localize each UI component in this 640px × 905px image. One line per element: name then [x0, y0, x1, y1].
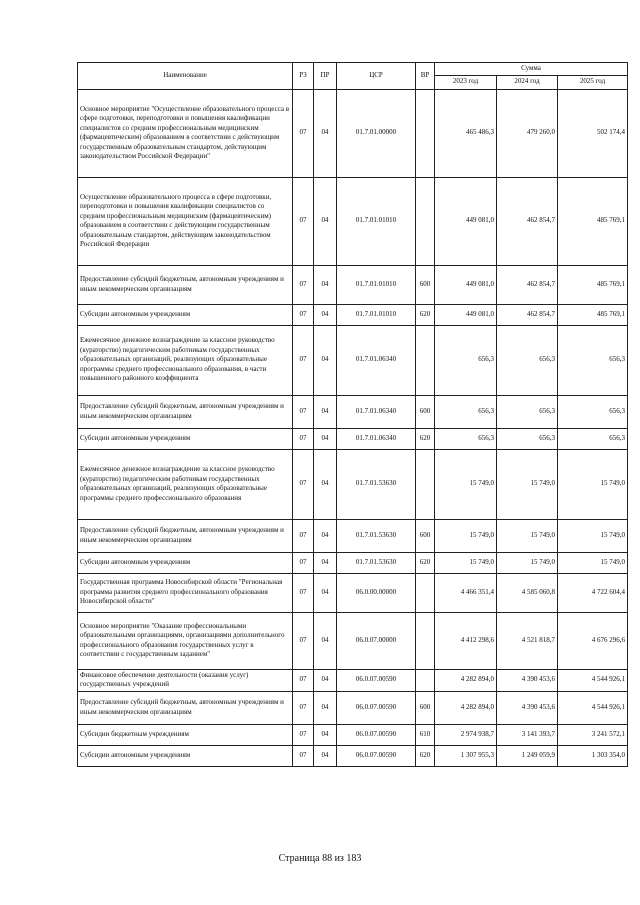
row-vr: 600	[416, 691, 435, 724]
row-amount-2025: 656,3	[558, 395, 628, 428]
row-amount-2024: 462 854,7	[497, 177, 558, 265]
header-year-2025: 2025 год	[558, 75, 628, 89]
row-amount-2023: 1 307 955,3	[435, 745, 497, 766]
row-amount-2025: 485 769,1	[558, 304, 628, 325]
row-vr: 620	[416, 304, 435, 325]
row-csr: 01.7.01.06340	[337, 428, 416, 449]
table-row	[78, 745, 628, 766]
header-vr: ВР	[416, 63, 435, 90]
row-amount-2024: 4 585 060,8	[497, 573, 558, 612]
row-amount-2024: 479 260,0	[497, 89, 558, 177]
row-csr: 01.7.01.53630	[337, 552, 416, 573]
row-amount-2023: 4 466 351,4	[435, 573, 497, 612]
row-amount-2023: 15 749,0	[435, 449, 497, 519]
row-csr: 01.7.01.01010	[337, 177, 416, 265]
row-vr	[416, 573, 435, 612]
row-csr: 06.0.00.00000	[337, 573, 416, 612]
row-vr: 620	[416, 552, 435, 573]
table-row	[78, 573, 628, 612]
row-csr: 01.7.01.53630	[337, 449, 416, 519]
row-pr: 04	[314, 265, 337, 304]
row-amount-2023: 4 282 894,0	[435, 691, 497, 724]
row-vr: 620	[416, 428, 435, 449]
row-pr: 04	[314, 724, 337, 745]
row-amount-2024: 4 390 453,6	[497, 691, 558, 724]
row-amount-2023: 2 974 938,7	[435, 724, 497, 745]
row-pr: 04	[314, 669, 337, 691]
row-amount-2025: 4 544 926,1	[558, 691, 628, 724]
row-pr: 04	[314, 552, 337, 573]
header-name: Наименование	[78, 63, 293, 90]
table-body	[78, 89, 628, 766]
row-csr: 06.0.07.00590	[337, 745, 416, 766]
row-pr: 04	[314, 449, 337, 519]
row-amount-2023: 656,3	[435, 428, 497, 449]
row-rz: 07	[293, 428, 314, 449]
row-pr: 04	[314, 304, 337, 325]
row-csr: 06.0.07.00590	[337, 691, 416, 724]
row-name: Субсидии автономным учреждениям	[78, 428, 293, 449]
row-name: Субсидии автономным учреждениям	[78, 304, 293, 325]
header-csr: ЦСР	[337, 63, 416, 90]
table-row	[78, 325, 628, 395]
row-pr: 04	[314, 428, 337, 449]
row-rz: 07	[293, 177, 314, 265]
row-name: Субсидии бюджетным учреждениям	[78, 724, 293, 745]
row-rz: 07	[293, 669, 314, 691]
row-amount-2023: 656,3	[435, 325, 497, 395]
row-pr: 04	[314, 89, 337, 177]
row-name: Предоставление субсидий бюджетным, автономным учреждениям и иным некоммерческим организациям	[78, 519, 293, 552]
row-amount-2024: 462 854,7	[497, 304, 558, 325]
row-amount-2024: 656,3	[497, 395, 558, 428]
table-row	[78, 265, 628, 304]
row-pr: 04	[314, 325, 337, 395]
row-name: Основное мероприятие "Оказание профессиональными образовательными организациями, организациями дополнительного профессионального образования государственных услуг в соответствии с государственным заданием"	[78, 612, 293, 669]
row-pr: 04	[314, 745, 337, 766]
row-name: Субсидии автономным учреждениям	[78, 745, 293, 766]
row-amount-2023: 15 749,0	[435, 552, 497, 573]
row-amount-2024: 1 249 059,9	[497, 745, 558, 766]
table-row	[78, 395, 628, 428]
row-amount-2025: 502 174,4	[558, 89, 628, 177]
row-amount-2025: 1 303 354,0	[558, 745, 628, 766]
row-vr	[416, 449, 435, 519]
header-pr: ПР	[314, 63, 337, 90]
table-row	[78, 612, 628, 669]
row-amount-2025: 3 241 572,1	[558, 724, 628, 745]
row-amount-2025: 4 722 604,4	[558, 573, 628, 612]
row-name: Государственная программа Новосибирской области "Региональная программа развития среднего профессионального образования Новосибирской области"	[78, 573, 293, 612]
row-vr	[416, 325, 435, 395]
row-vr: 600	[416, 265, 435, 304]
row-name: Субсидии автономным учреждениям	[78, 552, 293, 573]
row-amount-2025: 15 749,0	[558, 519, 628, 552]
header-rz: РЗ	[293, 63, 314, 90]
row-amount-2024: 656,3	[497, 325, 558, 395]
row-vr: 610	[416, 724, 435, 745]
row-amount-2023: 15 749,0	[435, 519, 497, 552]
row-csr: 06.0.07.00590	[337, 669, 416, 691]
row-rz: 07	[293, 745, 314, 766]
row-name: Предоставление субсидий бюджетным, автономным учреждениям и иным некоммерческим организациям	[78, 691, 293, 724]
row-name: Финансовое обеспечение деятельности (оказания услуг) государственных учреждений	[78, 669, 293, 691]
row-vr: 620	[416, 745, 435, 766]
header-year-2023: 2023 год	[435, 75, 497, 89]
row-csr: 06.0.07.00590	[337, 724, 416, 745]
header-year-2024: 2024 год	[497, 75, 558, 89]
row-amount-2025: 15 749,0	[558, 552, 628, 573]
row-csr: 06.0.07.00000	[337, 612, 416, 669]
table-row	[78, 552, 628, 573]
row-amount-2023: 4 412 298,6	[435, 612, 497, 669]
table-row	[78, 177, 628, 265]
row-amount-2023: 465 486,3	[435, 89, 497, 177]
row-csr: 01.7.01.01010	[337, 265, 416, 304]
table-row	[78, 519, 628, 552]
row-vr: 600	[416, 519, 435, 552]
row-amount-2024: 15 749,0	[497, 552, 558, 573]
row-vr	[416, 89, 435, 177]
row-amount-2023: 449 081,0	[435, 265, 497, 304]
row-csr: 01.7.01.00000	[337, 89, 416, 177]
row-csr: 01.7.01.53630	[337, 519, 416, 552]
row-vr: 600	[416, 395, 435, 428]
row-name: Предоставление субсидий бюджетным, автономным учреждениям и иным некоммерческим организациям	[78, 395, 293, 428]
table-row	[78, 89, 628, 177]
row-amount-2025: 656,3	[558, 325, 628, 395]
row-amount-2024: 15 749,0	[497, 449, 558, 519]
row-amount-2025: 656,3	[558, 428, 628, 449]
row-csr: 01.7.01.06340	[337, 325, 416, 395]
row-amount-2024: 656,3	[497, 428, 558, 449]
row-amount-2025: 485 769,1	[558, 177, 628, 265]
row-name: Предоставление субсидий бюджетным, автономным учреждениям и иным некоммерческим организациям	[78, 265, 293, 304]
row-rz: 07	[293, 612, 314, 669]
row-amount-2023: 4 282 894,0	[435, 669, 497, 691]
row-amount-2024: 3 141 393,7	[497, 724, 558, 745]
table-row	[78, 669, 628, 691]
table-row	[78, 449, 628, 519]
row-pr: 04	[314, 612, 337, 669]
table-row	[78, 304, 628, 325]
row-amount-2025: 485 769,1	[558, 265, 628, 304]
row-amount-2024: 462 854,7	[497, 265, 558, 304]
row-rz: 07	[293, 573, 314, 612]
row-name: Основное мероприятие "Осуществление образовательного процесса в сфере подготовки, переподготовки и повышения квалификации специалистов со средним профессиональным медицинским (фармацевтическим) образованием в соответствии с действующим государственным образовательным стандартом, действующим законодательством Российской Федерации"	[78, 89, 293, 177]
row-csr: 01.7.01.01010	[337, 304, 416, 325]
row-rz: 07	[293, 89, 314, 177]
row-rz: 07	[293, 325, 314, 395]
row-name: Ежемесячное денежное вознаграждение за классное руководство (кураторство) педагогическим работникам государственных образовательных организаций, реализующих образовательные программы среднего профессионального образования, в части повышенного районного коэффициента	[78, 325, 293, 395]
row-rz: 07	[293, 724, 314, 745]
table-row	[78, 428, 628, 449]
row-pr: 04	[314, 395, 337, 428]
row-amount-2024: 4 521 818,7	[497, 612, 558, 669]
row-amount-2024: 4 390 453,6	[497, 669, 558, 691]
row-amount-2024: 15 749,0	[497, 519, 558, 552]
row-csr: 01.7.01.06340	[337, 395, 416, 428]
row-name: Ежемесячное денежное вознаграждение за классное руководство (кураторство) педагогическим работникам государственных образовательных организаций, реализующих образовательные программы среднего профессионального образования	[78, 449, 293, 519]
budget-table	[77, 62, 628, 767]
page-number: Страница 88 из 183	[278, 853, 362, 864]
row-amount-2025: 4 676 296,6	[558, 612, 628, 669]
row-amount-2023: 449 081,0	[435, 304, 497, 325]
table-row	[78, 691, 628, 724]
row-vr	[416, 177, 435, 265]
row-rz: 07	[293, 395, 314, 428]
row-rz: 07	[293, 519, 314, 552]
row-rz: 07	[293, 552, 314, 573]
row-rz: 07	[293, 449, 314, 519]
row-pr: 04	[314, 573, 337, 612]
row-name: Осуществление образовательного процесса в сфере подготовки, переподготовки и повышения квалификации специалистов со средним профессиональным медицинским (фармацевтическим) образованием в соответствии с действующим государственным образовательным стандартом, действующим законодательством Российской Федерации	[78, 177, 293, 265]
row-amount-2023: 449 081,0	[435, 177, 497, 265]
header-sum: Сумма	[435, 63, 628, 76]
row-rz: 07	[293, 691, 314, 724]
row-pr: 04	[314, 519, 337, 552]
row-amount-2025: 15 749,0	[558, 449, 628, 519]
row-rz: 07	[293, 304, 314, 325]
row-pr: 04	[314, 177, 337, 265]
row-amount-2023: 656,3	[435, 395, 497, 428]
row-vr	[416, 669, 435, 691]
row-rz: 07	[293, 265, 314, 304]
table-row	[78, 724, 628, 745]
row-vr	[416, 612, 435, 669]
row-amount-2025: 4 544 926,1	[558, 669, 628, 691]
row-pr: 04	[314, 691, 337, 724]
